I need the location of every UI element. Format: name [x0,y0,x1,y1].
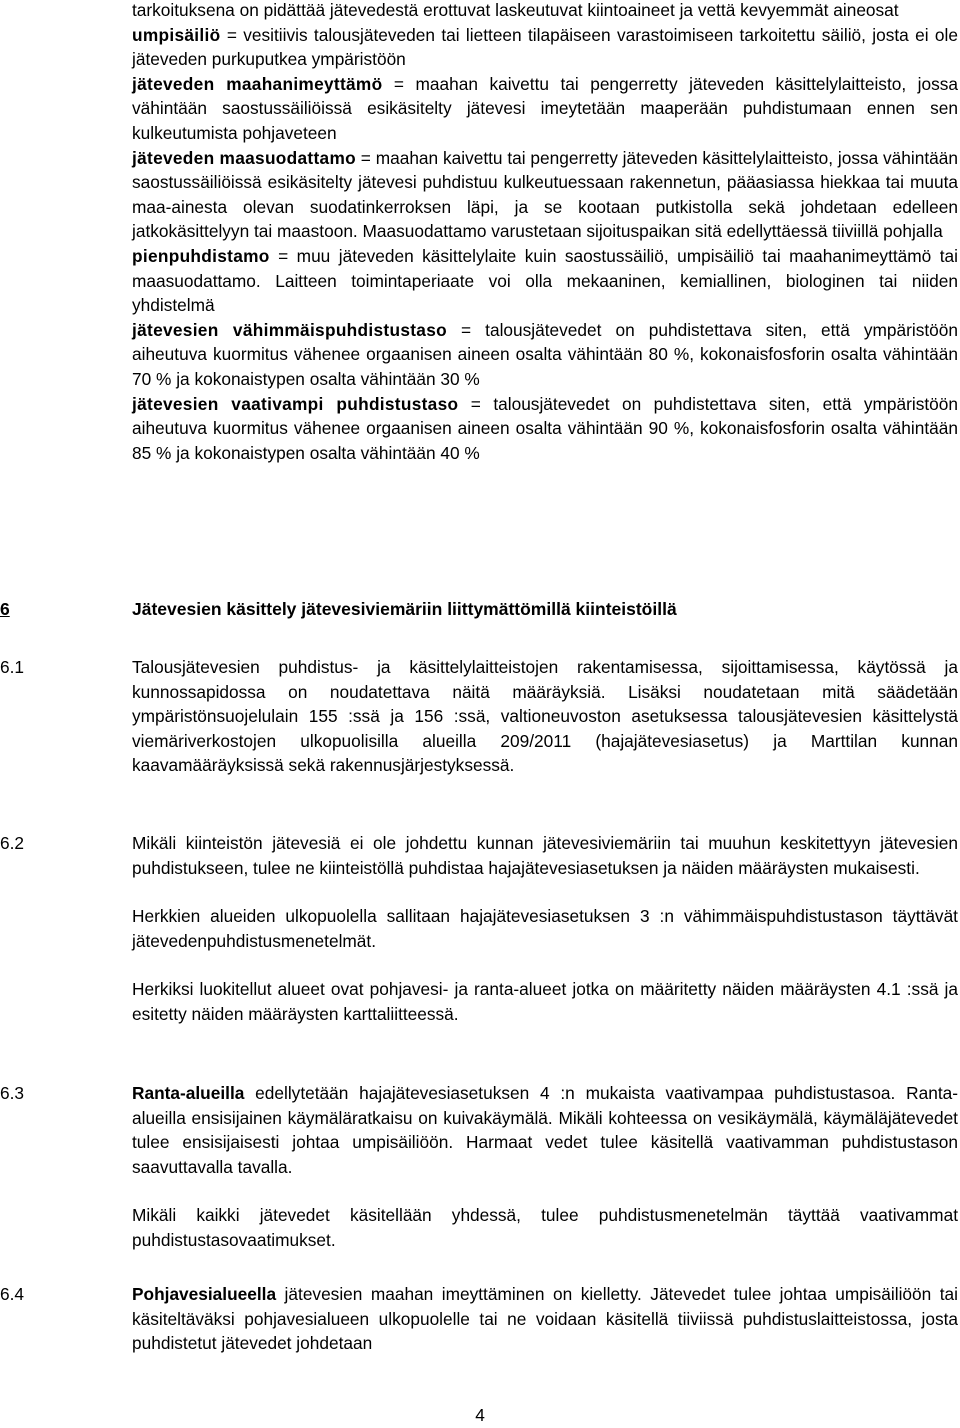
definition-maasuodattamo [132,146,958,244]
definitions-list [132,0,958,465]
section-number: 6.2 [0,833,25,853]
definition-text: = vesitiivis talousjäteveden tai lietteen tilapäiseen varastoimiseen tarkoitettu säiliö, josta ei ole jäteveden purkuputkea ympäristöön [132,24,958,70]
definition-term: jäteveden maasuodattamo [132,147,356,168]
section-body [132,1081,958,1253]
definition-text: = talousjätevedet on puhdistettava siten, että ympäristöön aiheutuva kuormitus vähenee orgaanisen aineen osalta vähintään 80 %, kokonaisfosforin osalta vähintään 70 % ja kokonaistypen osalta vähintään 30 % [132,319,958,389]
section-paragraph: Herkkien alueiden ulkopuolella sallitaan hajajätevesiasetuksen 3 :n vähimmäispuhdistustason täyttävät jätevedenpuhdistusmenetelmät. [132,906,958,951]
definition-text: = maahan kaivettu tai pengerretty jäteveden käsittelylaitteisto, jossa vähintään saostussäiliöissä esikäsitelty jätevesi imeytetään maaperään puhdistumaan ennen sen kulkeutumista pohjaveteen [132,73,958,143]
definition-text: = maahan kaivettu tai pengerretty jäteveden käsittelylaitteisto, jossa vähintään saostussäiliöissä esikäsitelty jätevesi puhdistuu kulkeutuessaan rakennetun, pääasiassa hiekkaa tai muuta maa-ainesta olevan suodatinkerroksen läpi, ja se kootaan putkistolla sekä johdetaan edelleen jatkokäsittelyyn tai maastoon. Maasuodattamo varustetaan sijoituspaikan sitä edellyttäessä tiiviillä pohjalla [132,147,958,242]
definition-text: tarkoituksena on pidättää jätevedestä erottuvat laskeutuvat kiintoaineet ja vettä kevyemmät aineosat [132,0,899,20]
page-number: 4 [475,1405,485,1425]
definition-term: jätevesien vaativampi puhdistustaso [132,393,459,414]
section-paragraph: Mikäli kaikki jätevedet käsitellään yhdessä, tulee puhdistusmenetelmän täyttää vaativammat puhdistustasovaatimukset. [132,1205,958,1250]
section-body [132,1282,958,1356]
section-title: Jätevesien käsittely jätevesiviemäriin liittymättömillä kiinteistöillä [132,599,677,619]
section-text: jätevesien maahan imeyttäminen on kielletty. Jätevedet tulee johtaa umpisäiliöön tai käsiteltäväksi pohjavesialueen ulkopuolelle tai ne voidaan käsitellä tiiviissä puhdistuslaitteistossa, josta puhdistetut jätevedet johdetaan [132,1284,958,1354]
definition-vaativampi-puhdistustaso [132,392,958,466]
definition-0 [132,0,958,23]
definition-term: jätevesien vähimmäispuhdistustaso [132,319,447,340]
definition-text: = talousjätevedet on puhdistettava siten, että ympäristöön aiheutuva kuormitus vähenee orgaanisen aineen osalta vähintään 90 %, kokonaisfosforin osalta vähintään 85 % ja kokonaistypen osalta vähintään 40 % [132,393,959,463]
definition-pienpuhdistamo [132,244,958,318]
section-body [132,655,958,778]
definition-term: pienpuhdistamo [132,245,270,266]
section-number: 6 [0,599,10,619]
definition-term: jäteveden maahanimeyttämö [132,73,383,94]
definition-maahanimeyttamo [132,72,958,146]
section-paragraph: Herkiksi luokitellut alueet ovat pohjavesi- ja ranta-alueet jotka on määritetty näiden määräysten 4.1 :ssä ja esitetty näiden määräysten karttaliitteessä. [132,979,958,1024]
section-lead: Pohjavesialueella [132,1284,277,1304]
definition-term: umpisäiliö [132,24,221,45]
definition-text: = muu jäteveden käsittelylaite kuin saostussäiliö, umpisäiliö tai maahanimeyttämö tai maasuodattamo. Laitteen toimintaperiaate voi olla mekaaninen, kemiallinen, biologinen tai niiden yhdistelmä [132,245,958,316]
section-paragraph [132,1081,958,1179]
section-number: 6.1 [0,657,25,677]
section-paragraph: Talousjätevesien puhdistus- ja käsittelylaitteistojen rakentamisessa, sijoittamisessa, käytössä ja kunnossapidossa on noudatettava näitä määräyksiä. Lisäksi noudatetaan mitä säädetään ympäristönsuojelulain 155 :ssä ja 156 :ssä, valtioneuvoston asetuksessa talousjätevesien käsittelystä viemäriverkostojen ulkopuolisilla alueilla 209/2011 (hajajätevesiasetus) ja Marttilan kunnan kaavamääräyksissä sekä rakennusjärjestyksessä. [132,657,958,776]
definition-vahimmaispuhdistustaso [132,318,958,392]
section-lead: Ranta-alueilla [132,1083,245,1103]
section-number: 6.3 [0,1083,25,1103]
definition-umpisailio [132,23,958,72]
section-number: 6.4 [0,1284,25,1304]
section-text: edellytetään hajajätevesiasetuksen 4 :n mukaista vaativampaa puhdistustasoa. Ranta-alueilla ensisijainen käymäläratkaisu on kuivakäymälä. Mikäli kohteessa on vesikäymälä, käymäläjätevedet tulee ensisijaisesti johtaa umpisäiliöön. Harmaat vedet tulee käsitellä vaativamman puhdistustason saavuttavalla tavalla. [132,1083,958,1177]
section-paragraph: Mikäli kiinteistön jätevesiä ei ole johdettu kunnan jätevesiviemäriin tai muuhun keskitettyyn jätevesien puhdistukseen, tulee ne kiinteistöllä puhdistaa hajajätevesiasetuksen ja näiden määräysten mukaisesti. [132,833,958,878]
section-body [132,831,958,1027]
section-paragraph [132,1282,958,1356]
